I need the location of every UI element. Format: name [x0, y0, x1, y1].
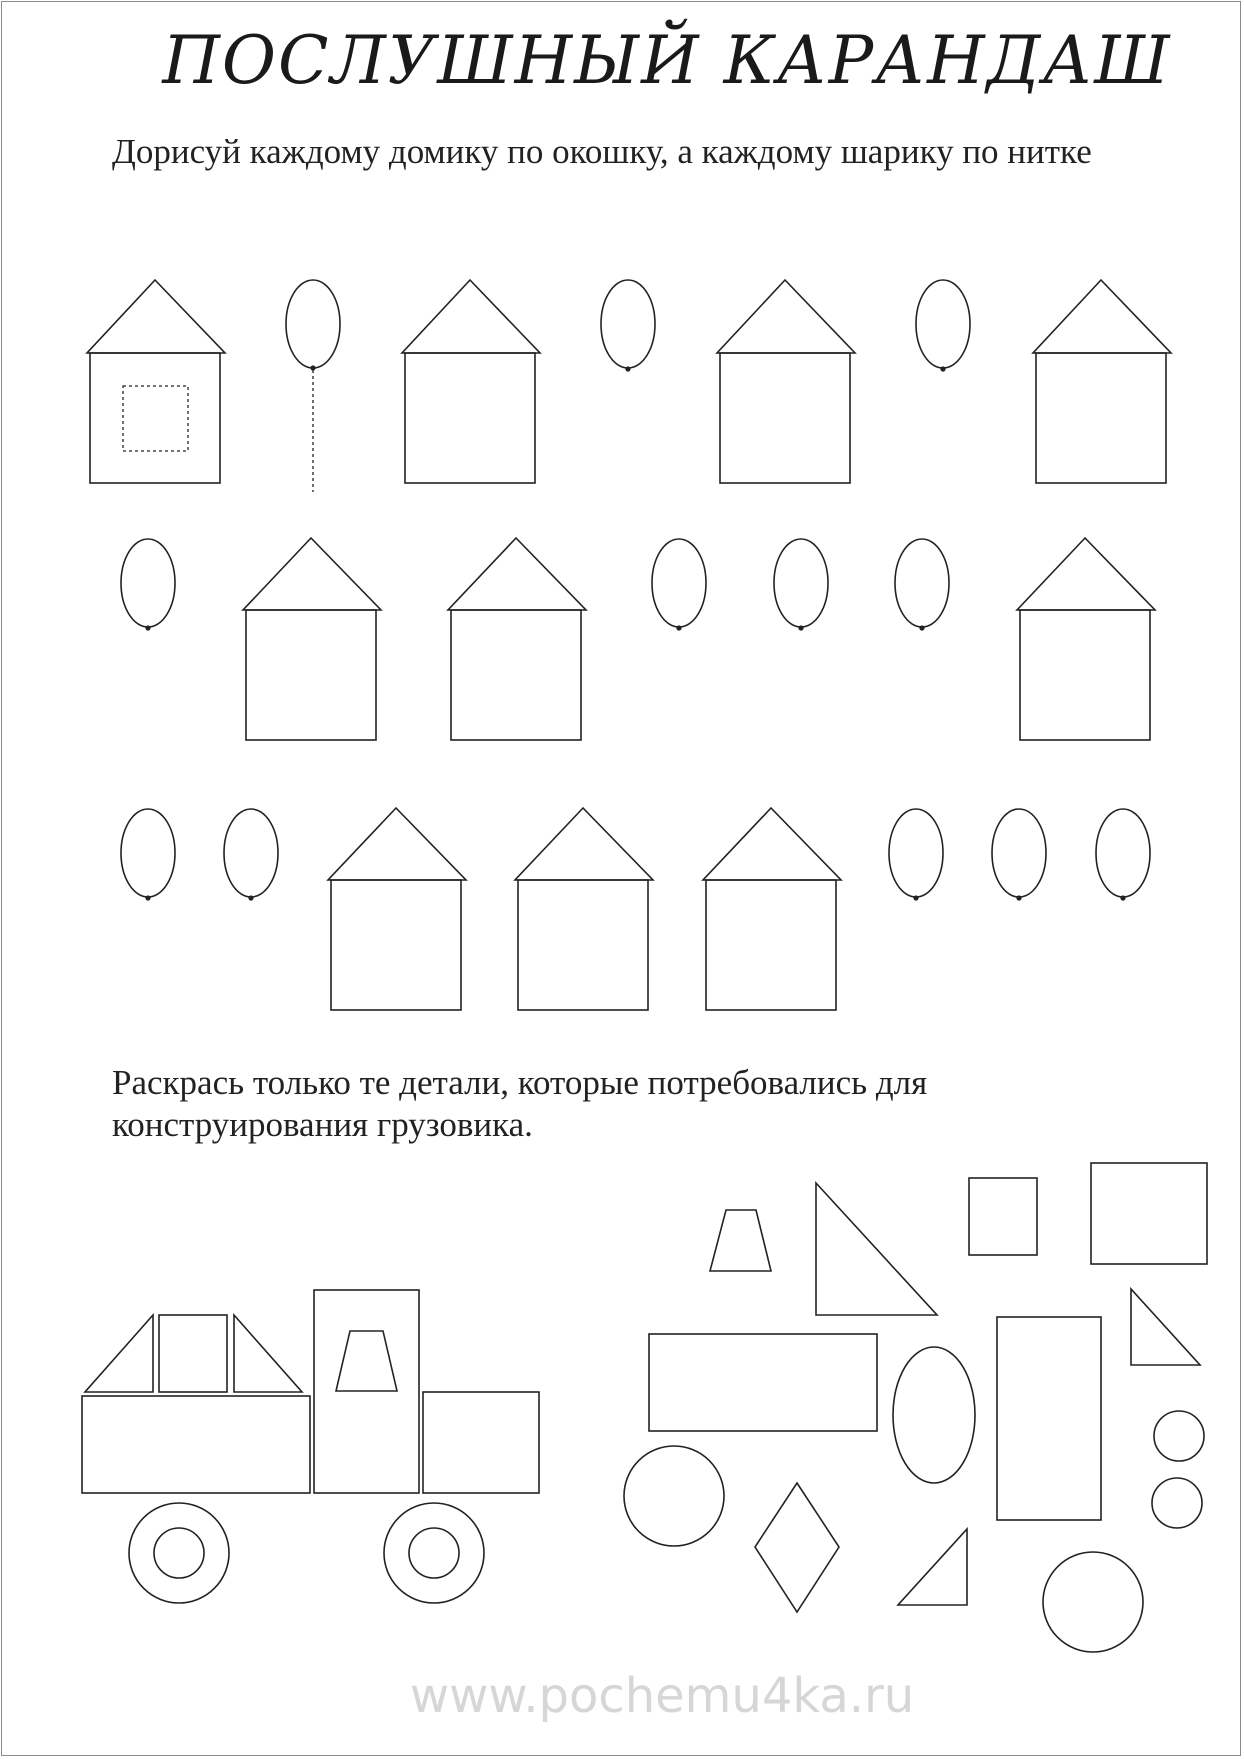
trapezoid-shape: [710, 1210, 771, 1271]
large-right-triangle-shape: [816, 1183, 937, 1315]
house: [1033, 280, 1171, 483]
truck: [82, 1290, 539, 1603]
balloon: [224, 809, 278, 900]
truck-body: [82, 1396, 310, 1493]
tall-rectangle-shape: [997, 1317, 1101, 1520]
small-circle-shape: [1152, 1478, 1202, 1528]
balloon: [895, 539, 949, 630]
truck-hood: [423, 1392, 539, 1493]
truck-wheel-left: [129, 1503, 229, 1603]
house: [243, 538, 381, 740]
house: [328, 808, 466, 1010]
truck-cabin-window: [336, 1331, 397, 1391]
house: [1017, 538, 1155, 740]
balloon: [121, 539, 175, 630]
house: [448, 538, 586, 740]
instruction-truck-line-2: конструирования грузовика.: [112, 1105, 533, 1144]
truck-left-triangle: [85, 1315, 153, 1392]
house: [515, 808, 653, 1010]
small-right-triangle-shape: [1131, 1289, 1200, 1365]
house: [402, 280, 540, 483]
house: [703, 808, 841, 1010]
small-circle-shape: [1154, 1411, 1204, 1461]
truck-square: [159, 1315, 227, 1392]
balloon: [652, 539, 706, 630]
oval-shape: [893, 1347, 975, 1483]
large-circle-shape: [1043, 1552, 1143, 1652]
balloon: [889, 809, 943, 900]
loose-shapes: [624, 1163, 1207, 1652]
diamond-shape: [755, 1483, 839, 1612]
watermark: www.pochemu4ka.ru: [409, 1668, 915, 1724]
small-square-shape: [969, 1178, 1037, 1255]
house: [87, 280, 225, 483]
balloon: [992, 809, 1046, 900]
instruction-houses-balloons: Дорисуй каждому домику по окошку, а каждому шарику по нитке: [112, 132, 1092, 171]
large-circle-shape: [624, 1446, 724, 1546]
balloon: [1096, 809, 1150, 900]
balloon: [916, 280, 970, 371]
large-rectangle-shape: [1091, 1163, 1207, 1264]
balloon: [774, 539, 828, 630]
house: [717, 280, 855, 483]
long-rectangle-shape: [649, 1334, 877, 1431]
truck-wheel-right: [384, 1503, 484, 1603]
truck-right-triangle: [234, 1315, 302, 1392]
instruction-truck-line-1: Раскрась только те детали, которые потребовались для: [112, 1063, 928, 1102]
page-title: ПОСЛУШНЫЙ КАРАНДАШ: [162, 22, 1172, 99]
balloon: [601, 280, 655, 371]
small-triangle-shape: [898, 1529, 967, 1605]
window-guide-dotted: [123, 386, 188, 451]
balloon: [121, 809, 175, 900]
balloon: [286, 280, 340, 492]
